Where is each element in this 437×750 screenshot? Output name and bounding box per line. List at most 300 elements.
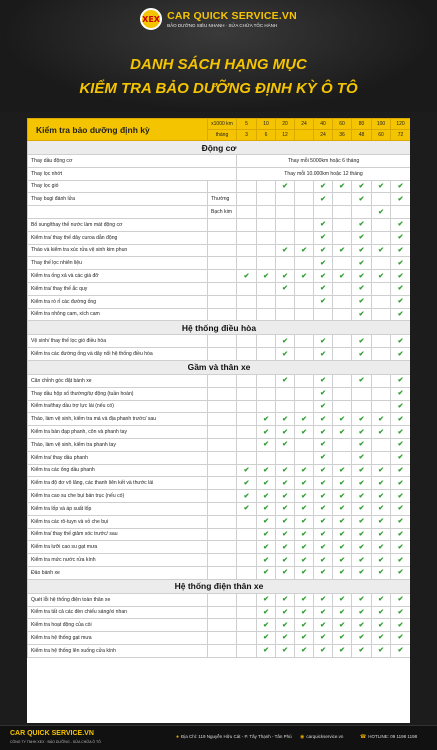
- checkmark-icon: ✔: [282, 556, 288, 564]
- footer-brand-name: CAR QUICK SERVICE.VN: [10, 730, 94, 737]
- check-cell: [352, 426, 372, 439]
- check-cell: [333, 541, 352, 554]
- checkmark-icon: ✔: [320, 556, 326, 564]
- checkmark-icon: ✔: [263, 596, 269, 604]
- check-cell: [333, 477, 352, 490]
- checkmark-icon: ✔: [339, 272, 345, 280]
- check-cell: [257, 490, 276, 503]
- checkmark-icon: ✔: [378, 596, 384, 604]
- check-cell: [352, 270, 372, 283]
- check-cell: [372, 218, 391, 231]
- check-cell: [352, 515, 372, 528]
- checkmark-icon: ✔: [358, 466, 365, 474]
- check-cell: [391, 502, 411, 515]
- checkmark-icon: ✔: [397, 259, 404, 267]
- check-cell: [314, 426, 333, 439]
- check-cell: [352, 554, 372, 567]
- brand-text: [167, 10, 297, 28]
- checkmark-icon: ✔: [263, 569, 269, 577]
- checkmark-icon: ✔: [243, 505, 250, 513]
- checkmark-icon: ✔: [378, 608, 384, 616]
- checkmark-icon: ✔: [320, 608, 326, 616]
- checkmark-icon: ✔: [397, 310, 404, 318]
- table-row: [28, 244, 411, 257]
- checkmark-icon: ✔: [397, 556, 404, 564]
- check-cell: [314, 348, 333, 361]
- checkmark-icon: ✔: [358, 530, 365, 538]
- check-cell: [257, 348, 276, 361]
- checkmark-icon: ✔: [263, 621, 269, 629]
- km-value: 10: [257, 119, 276, 130]
- checkmark-icon: ✔: [282, 543, 288, 551]
- check-cell: [237, 193, 257, 206]
- checkmark-icon: ✔: [339, 505, 345, 513]
- checkmark-icon: ✔: [378, 543, 384, 551]
- table-row: [28, 270, 411, 283]
- check-cell: [257, 566, 276, 579]
- checkmark-icon: ✔: [320, 505, 326, 513]
- check-cell: [333, 400, 352, 413]
- checkmark-icon: ✔: [397, 377, 404, 385]
- check-cell: [257, 295, 276, 308]
- check-cell: [257, 541, 276, 554]
- table-row: [28, 426, 411, 439]
- check-cell: [257, 180, 276, 193]
- check-cell: [372, 619, 391, 632]
- check-cell: [295, 606, 314, 619]
- check-cell: [314, 308, 333, 321]
- row-label: Kiểm tra ống xả và các giá đỡ: [28, 270, 208, 283]
- check-cell: [295, 464, 314, 477]
- row-sub-label: [208, 387, 237, 400]
- section-header-row: [28, 360, 411, 374]
- checkmark-icon: ✔: [397, 634, 404, 642]
- km-label: x1000 km: [208, 119, 237, 130]
- check-cell: [276, 528, 295, 541]
- check-cell: [314, 477, 333, 490]
- check-cell: [372, 566, 391, 579]
- checkmark-icon: ✔: [378, 530, 384, 538]
- checkmark-icon: ✔: [320, 259, 326, 267]
- check-cell: [237, 413, 257, 426]
- checkmark-icon: ✔: [282, 505, 288, 513]
- check-cell: [314, 566, 333, 579]
- checkmark-icon: ✔: [320, 337, 326, 345]
- check-cell: [295, 566, 314, 579]
- checkmark-icon: ✔: [378, 182, 384, 190]
- check-cell: [257, 593, 276, 606]
- check-cell: [352, 566, 372, 579]
- month-value: 12: [276, 130, 295, 141]
- check-cell: [352, 295, 372, 308]
- check-cell: [391, 413, 411, 426]
- checkmark-icon: ✔: [320, 569, 326, 577]
- check-cell: [257, 218, 276, 231]
- checkmark-icon: ✔: [339, 182, 345, 190]
- page-title-line1: DANH SÁCH HẠNG MỤC: [130, 56, 307, 73]
- check-cell: [237, 464, 257, 477]
- checkmark-icon: ✔: [263, 466, 269, 474]
- check-cell: [314, 400, 333, 413]
- checkmark-icon: ✔: [320, 350, 326, 358]
- section-header-row: [28, 579, 411, 593]
- checkmark-icon: ✔: [339, 569, 345, 577]
- row-sub-label: [208, 426, 237, 439]
- check-cell: [391, 464, 411, 477]
- check-cell: [391, 270, 411, 283]
- row-label: Kiểm tra hệ thống lên xuống cửa kính: [28, 644, 208, 657]
- check-cell: [391, 438, 411, 451]
- check-cell: [333, 413, 352, 426]
- check-cell: [257, 282, 276, 295]
- check-cell: [257, 413, 276, 426]
- checkmark-icon: ✔: [378, 569, 384, 577]
- check-cell: [391, 541, 411, 554]
- checkmark-icon: ✔: [301, 556, 307, 564]
- check-cell: [295, 270, 314, 283]
- row-sub-label: [208, 335, 237, 348]
- check-cell: [333, 335, 352, 348]
- check-cell: [333, 193, 352, 206]
- checkmark-icon: ✔: [282, 337, 288, 345]
- check-cell: [314, 231, 333, 244]
- row-sub-label: [208, 180, 237, 193]
- checkmark-icon: ✔: [320, 272, 326, 280]
- checkmark-icon: ✔: [397, 647, 404, 655]
- check-cell: [295, 218, 314, 231]
- check-cell: [352, 593, 372, 606]
- month-value: [295, 130, 314, 141]
- check-cell: [276, 180, 295, 193]
- check-cell: [314, 244, 333, 257]
- checkmark-icon: ✔: [301, 596, 307, 604]
- check-cell: [237, 387, 257, 400]
- row-label: Kiểm tra/ thay thế giảm xóc trước/ sau: [28, 528, 208, 541]
- check-cell: [372, 426, 391, 439]
- check-cell: [276, 308, 295, 321]
- check-cell: [391, 282, 411, 295]
- check-cell: [237, 348, 257, 361]
- check-cell: [314, 528, 333, 541]
- month-value: 6: [257, 130, 276, 141]
- checkmark-icon: ✔: [320, 298, 326, 306]
- check-cell: [237, 400, 257, 413]
- check-cell: [352, 335, 372, 348]
- footer-address-text: Địa Chỉ: 119 Nguyễn Hữu Cát - P. Tây Thạnh - Tân Phú: [181, 734, 292, 739]
- checkmark-icon: ✔: [320, 454, 326, 462]
- km-value: 24: [295, 119, 314, 130]
- checkmark-icon: ✔: [282, 272, 288, 280]
- row-label: Quét lỗi hệ thống điện toàn thân xe: [28, 593, 208, 606]
- check-cell: [237, 528, 257, 541]
- row-sub-label: [208, 477, 237, 490]
- checkmark-icon: ✔: [339, 556, 345, 564]
- maintenance-table-body: [28, 119, 411, 658]
- checkmark-icon: ✔: [397, 390, 404, 398]
- check-cell: [276, 282, 295, 295]
- table-row: [28, 515, 411, 528]
- interval-text: Thay mỗi 5000km hoặc 6 tháng: [237, 155, 411, 168]
- table-row: [28, 155, 411, 168]
- check-cell: [333, 295, 352, 308]
- row-label: Kiểm tra lưỡi cao su gạt mưa: [28, 541, 208, 554]
- check-cell: [314, 554, 333, 567]
- checkmark-icon: ✔: [263, 608, 269, 616]
- month-value: 72: [391, 130, 411, 141]
- globe-icon: ◉: [300, 734, 305, 740]
- checkmark-icon: ✔: [378, 466, 384, 474]
- checkmark-icon: ✔: [263, 415, 269, 423]
- check-cell: [391, 644, 411, 657]
- section-header-row: [28, 321, 411, 335]
- checkmark-icon: ✔: [282, 466, 288, 474]
- check-cell: [333, 554, 352, 567]
- checkmark-icon: ✔: [358, 285, 365, 293]
- checkmark-icon: ✔: [358, 441, 365, 449]
- check-cell: [314, 270, 333, 283]
- month-label: tháng: [208, 130, 237, 141]
- checkmark-icon: ✔: [320, 596, 326, 604]
- checkmark-icon: ✔: [397, 569, 404, 577]
- row-sub-label: [208, 490, 237, 503]
- row-label: [28, 206, 208, 219]
- check-cell: [391, 490, 411, 503]
- check-cell: [372, 554, 391, 567]
- row-sub-label: [208, 270, 237, 283]
- checkmark-icon: ✔: [397, 466, 404, 474]
- check-cell: [237, 257, 257, 270]
- check-cell: [314, 295, 333, 308]
- footer-brand-sub: CÔNG TY TNHH XEX · BẢO DƯỠNG - SỬA CHỮA Ô TÔ: [10, 740, 101, 744]
- check-cell: [352, 464, 372, 477]
- checkmark-icon: ✔: [397, 543, 404, 551]
- check-cell: [314, 387, 333, 400]
- check-cell: [237, 180, 257, 193]
- check-cell: [372, 451, 391, 464]
- row-sub-label: [208, 554, 237, 567]
- checkmark-icon: ✔: [339, 634, 345, 642]
- km-value: 120: [391, 119, 411, 130]
- checkmark-icon: ✔: [358, 505, 365, 513]
- row-sub-label: [208, 308, 237, 321]
- checkmark-icon: ✔: [397, 454, 404, 462]
- month-value: 48: [352, 130, 372, 141]
- footer: [0, 725, 437, 750]
- checkmark-icon: ✔: [263, 272, 269, 280]
- check-cell: [295, 632, 314, 645]
- check-cell: [372, 257, 391, 270]
- check-cell: [237, 554, 257, 567]
- checkmark-icon: ✔: [320, 415, 326, 423]
- check-cell: [391, 593, 411, 606]
- checkmark-icon: ✔: [282, 441, 288, 449]
- checkmark-icon: ✔: [339, 518, 345, 526]
- checkmark-icon: ✔: [339, 415, 345, 423]
- checkmark-icon: ✔: [301, 428, 307, 436]
- check-cell: [352, 231, 372, 244]
- checkmark-icon: ✔: [301, 621, 307, 629]
- table-row: [28, 193, 411, 206]
- table-header-title: Kiểm tra bảo dưỡng định kỳ: [28, 119, 208, 141]
- table-row: [28, 180, 411, 193]
- check-cell: [237, 244, 257, 257]
- check-cell: [391, 554, 411, 567]
- checkmark-icon: ✔: [301, 543, 307, 551]
- checkmark-icon: ✔: [263, 647, 269, 655]
- interval-text: Thay mỗi 10.000km hoặc 12 tháng: [237, 167, 411, 180]
- check-cell: [314, 180, 333, 193]
- check-cell: [257, 387, 276, 400]
- checkmark-icon: ✔: [397, 608, 404, 616]
- table-row: [28, 257, 411, 270]
- checkmark-icon: ✔: [339, 596, 345, 604]
- check-cell: [276, 218, 295, 231]
- checkmark-icon: ✔: [378, 647, 384, 655]
- check-cell: [295, 348, 314, 361]
- check-cell: [276, 502, 295, 515]
- check-cell: [295, 477, 314, 490]
- checkmark-icon: ✔: [397, 350, 404, 358]
- header-row-km: [28, 119, 411, 130]
- check-cell: [276, 295, 295, 308]
- check-cell: [237, 231, 257, 244]
- check-cell: [372, 387, 391, 400]
- check-cell: [314, 502, 333, 515]
- check-cell: [372, 644, 391, 657]
- check-cell: [276, 206, 295, 219]
- footer-website-text: carquickservice.vn: [306, 734, 344, 739]
- maintenance-table: [27, 118, 410, 658]
- row-label: Tháo và kiểm tra xúc rửa vệ sinh kim phun: [28, 244, 208, 257]
- check-cell: [257, 619, 276, 632]
- row-label: Vệ sinh/ thay thế lọc gió điều hòa: [28, 335, 208, 348]
- check-cell: [295, 451, 314, 464]
- check-cell: [333, 244, 352, 257]
- checkmark-icon: ✔: [301, 530, 307, 538]
- check-cell: [257, 606, 276, 619]
- checkmark-icon: ✔: [301, 569, 307, 577]
- month-value: 24: [314, 130, 333, 141]
- section-title: Động cơ: [28, 141, 411, 155]
- check-cell: [295, 528, 314, 541]
- check-cell: [257, 308, 276, 321]
- checkmark-icon: ✔: [339, 246, 345, 254]
- check-cell: [237, 451, 257, 464]
- checkmark-icon: ✔: [320, 492, 326, 500]
- check-cell: [333, 606, 352, 619]
- checkmark-icon: ✔: [358, 221, 365, 229]
- row-sub-label: Bạch kim: [208, 206, 237, 219]
- brand-tagline: BẢO DƯỠNG SIÊU NHANH · SỬA CHỮA TỐC HÀNH: [167, 23, 278, 28]
- check-cell: [391, 231, 411, 244]
- check-cell: [276, 464, 295, 477]
- row-label: Kiểm tra nhông cam, xích cam: [28, 308, 208, 321]
- check-cell: [237, 477, 257, 490]
- table-row: [28, 554, 411, 567]
- check-cell: [237, 426, 257, 439]
- checkmark-icon: ✔: [243, 479, 250, 487]
- check-cell: [237, 438, 257, 451]
- checkmark-icon: ✔: [282, 596, 288, 604]
- checkmark-icon: ✔: [301, 518, 307, 526]
- row-label: Tháo, làm vệ sinh, kiểm tra phanh tay: [28, 438, 208, 451]
- check-cell: [257, 335, 276, 348]
- check-cell: [352, 606, 372, 619]
- check-cell: [295, 193, 314, 206]
- footer-address: [176, 734, 292, 740]
- checkmark-icon: ✔: [397, 530, 404, 538]
- checkmark-icon: ✔: [358, 492, 365, 500]
- row-label: Bổ sung/thay thế nước làm mát động cơ: [28, 218, 208, 231]
- table-row: [28, 335, 411, 348]
- check-cell: [237, 502, 257, 515]
- checkmark-icon: ✔: [263, 492, 269, 500]
- check-cell: [391, 566, 411, 579]
- footer-hotline[interactable]: [360, 734, 417, 740]
- check-cell: [333, 632, 352, 645]
- checkmark-icon: ✔: [320, 634, 326, 642]
- check-cell: [276, 490, 295, 503]
- table-row: [28, 295, 411, 308]
- check-cell: [257, 644, 276, 657]
- checkmark-icon: ✔: [320, 246, 326, 254]
- checkmark-icon: ✔: [282, 518, 288, 526]
- checkmark-icon: ✔: [397, 479, 404, 487]
- check-cell: [276, 554, 295, 567]
- checkmark-icon: ✔: [282, 647, 288, 655]
- row-label: Thay lọc nhớt: [28, 167, 237, 180]
- checkmark-icon: ✔: [358, 608, 365, 616]
- check-cell: [333, 231, 352, 244]
- row-label: Kiểm tra/ thay thế ắc quy: [28, 282, 208, 295]
- check-cell: [295, 374, 314, 387]
- checkmark-icon: ✔: [282, 377, 288, 385]
- check-cell: [295, 438, 314, 451]
- table-row: [28, 644, 411, 657]
- row-label: Kiểm tra rò rỉ các đường ống: [28, 295, 208, 308]
- checkmark-icon: ✔: [339, 543, 345, 551]
- km-value: 40: [314, 119, 333, 130]
- check-cell: [333, 515, 352, 528]
- checkmark-icon: ✔: [358, 621, 365, 629]
- check-cell: [372, 295, 391, 308]
- section-title: Gầm và thân xe: [28, 360, 411, 374]
- check-cell: [333, 528, 352, 541]
- row-sub-label: [208, 282, 237, 295]
- row-sub-label: [208, 438, 237, 451]
- checkmark-icon: ✔: [320, 647, 326, 655]
- month-value: 3: [237, 130, 257, 141]
- table-row: [28, 528, 411, 541]
- table-row: [28, 477, 411, 490]
- check-cell: [257, 231, 276, 244]
- checkmark-icon: ✔: [320, 428, 326, 436]
- checkmark-icon: ✔: [358, 596, 365, 604]
- check-cell: [372, 606, 391, 619]
- check-cell: [352, 282, 372, 295]
- checkmark-icon: ✔: [301, 505, 307, 513]
- brand-badge-icon: XEX: [140, 8, 162, 30]
- footer-website[interactable]: [300, 734, 343, 740]
- table-row: [28, 282, 411, 295]
- check-cell: [333, 180, 352, 193]
- check-cell: [314, 619, 333, 632]
- checkmark-icon: ✔: [358, 259, 365, 267]
- check-cell: [372, 348, 391, 361]
- checkmark-icon: ✔: [358, 479, 365, 487]
- page-title-line2: KIỂM TRA BẢO DƯỠNG ĐỊNH KỲ Ô TÔ: [79, 80, 358, 97]
- checkmark-icon: ✔: [282, 182, 288, 190]
